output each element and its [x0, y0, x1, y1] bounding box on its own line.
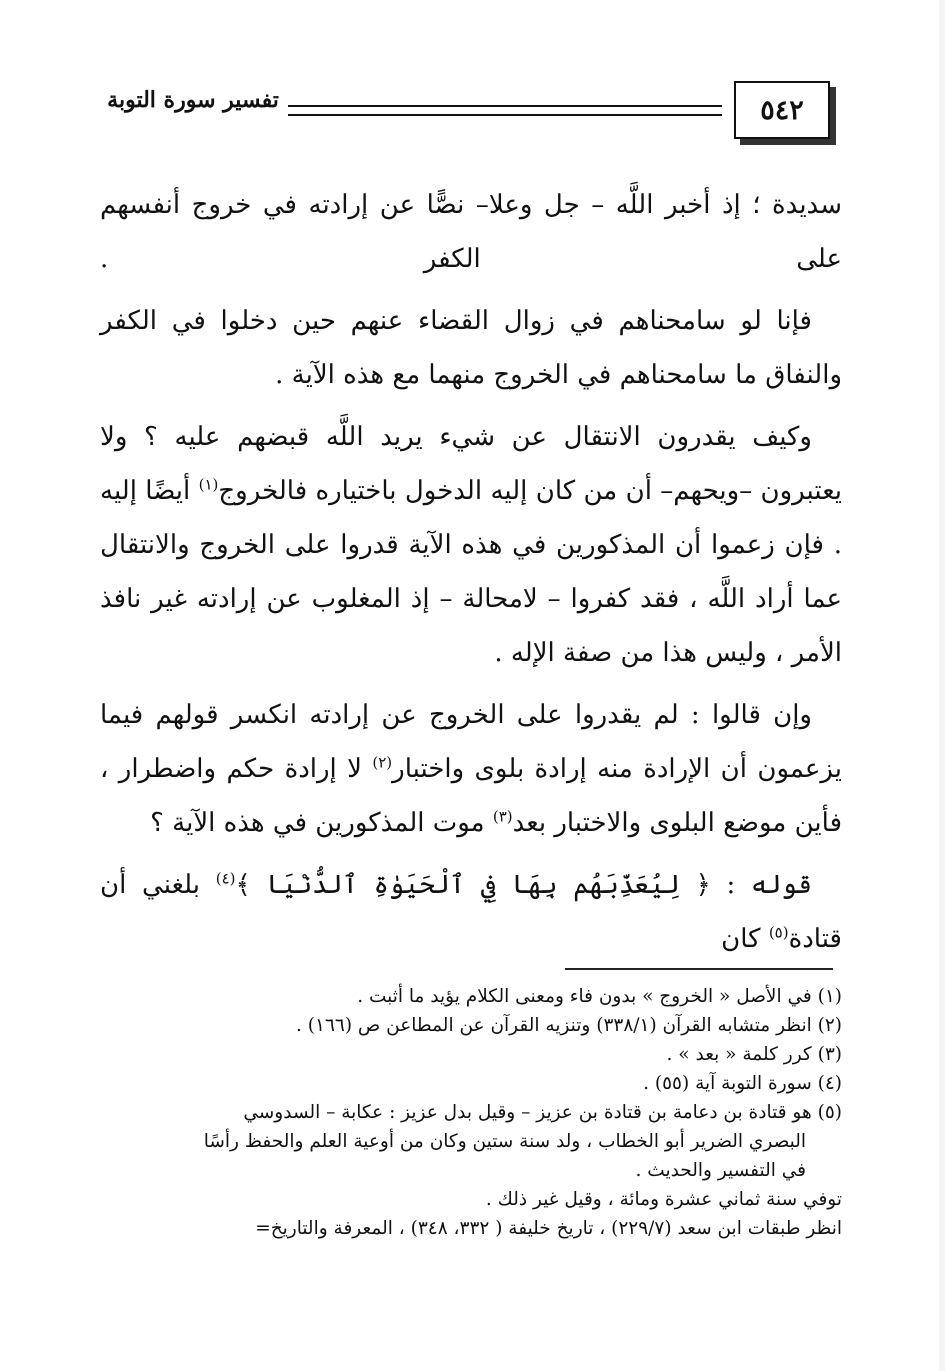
paragraph-1: سديدة ؛ إذ أخبر اللَّه – جل وعلا– نصًّا عن إرادته في خروج أنفسهم على الكفر .	[100, 190, 842, 274]
paragraph-5-text-c: كان	[721, 924, 769, 954]
footnote-ref-1: (١)	[198, 475, 219, 494]
footnotes	[100, 982, 842, 1243]
header-rule	[288, 105, 722, 116]
page-header	[100, 75, 840, 145]
footnote-ref-5: (٥)	[768, 923, 789, 942]
paragraph-4-text-b: لا إرادة حكم واضطرار ، فأين موضع البلوى والاختبار بعد	[100, 754, 842, 838]
footnote-4: (٤) سورة التوبة آية (٥٥) .	[643, 1073, 842, 1094]
quran-quote: قوله : ﴿ لِيُعَذِّبَهُم بِهَا فِي ٱلْحَيَوٰةِ ٱلدُّنْيَا ﴾	[235, 870, 812, 900]
main-text	[100, 178, 842, 974]
footnote-ref-2: (٢)	[372, 753, 393, 772]
paragraph-5-text-b: بلغني أن قتادة	[100, 870, 842, 954]
running-title: تفسير سورة التوبة	[107, 87, 279, 113]
page-number-box	[734, 81, 830, 139]
footnote-separator	[565, 968, 833, 970]
footnote-1: (١) في الأصل « الخروج » بدون فاء ومعنى الكلام يؤيد ما أثبت .	[357, 986, 842, 1007]
footnote-ref-3: (٣)	[492, 807, 513, 826]
footnote-3: (٣) كرر كلمة « بعد » .	[666, 1044, 842, 1065]
paragraph-3	[100, 410, 842, 680]
footnote-5: (٥) هو قتادة بن دعامة بن قتادة بن عزيز – وقيل بدل عزيز : عكابة – السدوسي	[243, 1102, 842, 1123]
paragraph-3-text-b: أيضًا إليه . فإن زعموا أن المذكورين في هذه الآية قدروا على الخروج والانتقال عما أراد اللَّه ، فقد كفروا – لامحالة – إذ المغلوب عن إرادته غير نافذ الأمر ، وليس هذا من صفة الإله .	[100, 476, 842, 668]
footnote-ref-4: (٤)	[215, 869, 236, 888]
scan-edge	[939, 0, 945, 1371]
page-number: ٥٤٢	[760, 94, 804, 126]
paragraph-5	[100, 858, 842, 966]
paragraph-4-text-c: موت المذكورين في هذه الآية ؟	[150, 808, 493, 838]
footnote-5-line-5: انظر طبقات ابن سعد (٢٢٩/٧) ، تاريخ خليفة ( ٣٣٢، ٣٤٨) ، المعرفة والتاريخ=	[255, 1218, 842, 1239]
footnote-5-line-3: في التفسير والحديث .	[635, 1160, 806, 1181]
paragraph-4	[100, 688, 842, 850]
paragraph-2: فإنا لو سامحناهم في زوال القضاء عنهم حين دخلوا في الكفر والنفاق ما سامحناهم في الخروج منهما مع هذه الآية .	[100, 306, 842, 390]
footnote-2: (٢) انظر متشابه القرآن (٣٣٨/١) وتنزيه القرآن عن المطاعن ص (١٦٦) .	[296, 1015, 842, 1036]
paragraph-3-text-a: وكيف يقدرون الانتقال عن شيء يريد اللَّه قبضهم عليه ؟ ولا يعتبرون –ويحهم– أن من كان إليه الدخول باختياره فالخروج	[100, 422, 842, 506]
footnote-5-line-2: البصري الضرير أبو الخطاب ، ولد سنة ستين وكان من أوعية العلم والحفظ رأسًا	[203, 1131, 806, 1152]
footnote-5-line-4: توفي سنة ثماني عشرة ومائة ، وقيل غير ذلك .	[485, 1189, 842, 1210]
paragraph-4-text-a: وإن قالوا : لم يقدروا على الخروج عن إرادته انكسر قولهم فيما يزعمون أن الإرادة منه إرادة بلوى واختبار	[100, 700, 842, 784]
